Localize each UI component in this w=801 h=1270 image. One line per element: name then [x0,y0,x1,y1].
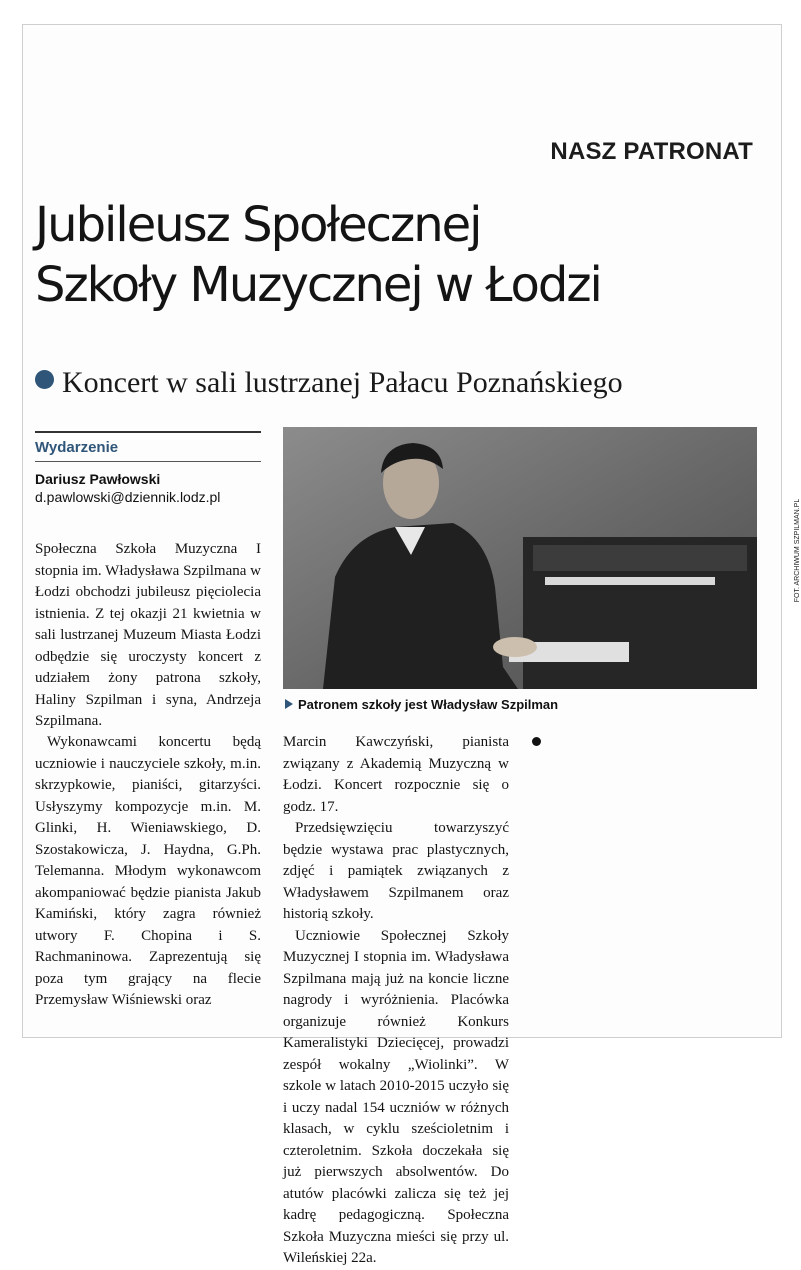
divider [35,431,261,433]
article-column-1 [35,539,261,733]
article-paragraph: Marcin Kawczyński, pianista związany z Akademią Muzyczną w Łodzi. Koncert rozpocznie się o godz. 17. [283,734,509,815]
triangle-right-icon [285,699,293,709]
pianist-photo-illustration [283,427,757,689]
article-column-2 [283,732,509,1270]
author-name: Dariusz Pawłowski [35,471,161,487]
article-paragraph: Przedsięwzięciu towarzyszyć będzie wystawa prac plastycznych, zdjęć i pamiątek związanych z Władysławem Szpilmanem oraz historią szkoły. [283,820,509,922]
photo-caption [285,697,558,712]
section-label: Wydarzenie [35,439,119,456]
article-column-3 [529,732,755,754]
subheadline-text: Koncert w sali lustrzanej Pałacu Poznańskiego [62,366,623,399]
article-paragraph: Wykonawcami koncertu będą uczniowie i nauczyciele szkoły, m.in. skrzypkowie, pianiści, gitarzyści. Usłyszymy kompozycje m.in. M. Glinki, H. Wieniawskiego, D. Szostakowicza, J. Haydna, G.Ph. Telemanna. Młodym wykonawcom akompaniować będzie pianista Jakub Kamiński, który zagra również utwory F. Chopina i S. Rachmaninowa. Zaprezentują się poza tym grający na flecie Przemysław Wiśniewski oraz [35,734,261,1008]
article-headline [35,195,775,315]
end-mark-icon [532,737,541,746]
newspaper-clipping [22,24,801,1266]
headline-line-2: Szkoły Muzycznej w Łodzi [35,257,601,313]
article-column-1-continued [35,732,261,1012]
caption-text: Patronem szkoły jest Władysław Szpilman [298,697,559,712]
author-email: d.pawlowski@dziennik.lodz.pl [35,489,221,505]
article-paragraph: Uczniowie Społecznej Szkoły Muzycznej I stopnia im. Władysława Szpilmana mają już na koncie liczne nagrody i wyróżnienia. Placówka organizuje również Konkurs Kameralistyki Dziecięcej, prowadzi zespół wokalny „Wiolinki”. W szkole w latach 2010-2015 uczyło się i uczy nadal 154 uczniów w różnych klasach, w cyklu sześcioletnim i czteroletnim. Szkoła doczekała się już pierwszych absolwentów. Do atutów placówki zalicza się też jej kadrę pedagogiczną. Społeczna Szkoła Muzyczna mieści się przy ul. Wileńskiej 22a. [283,927,509,1266]
article-subheadline [35,363,775,403]
photo-credit: FOT. ARCHIWUM SZPILMAN.PL [793,498,801,603]
headline-line-1: Jubileusz Społecznej [35,197,481,253]
divider [35,461,261,462]
article-photo [283,427,801,689]
bullet-dot-icon [35,370,54,389]
section-kicker: NASZ PATRONAT [550,138,753,165]
article-paragraph: Społeczna Szkoła Muzyczna I stopnia im. Władysława Szpilmana w Łodzi obchodzi jubileusz pięciolecia istnienia. Z tej okazji 21 kwietnia w sali lustrzanej Muzeum Miasta Łodzi odbędzie się uroczysty koncert z udziałem żony patrona szkoły, Haliny Szpilman i syna, Andrzeja Szpilmana. [35,541,261,729]
